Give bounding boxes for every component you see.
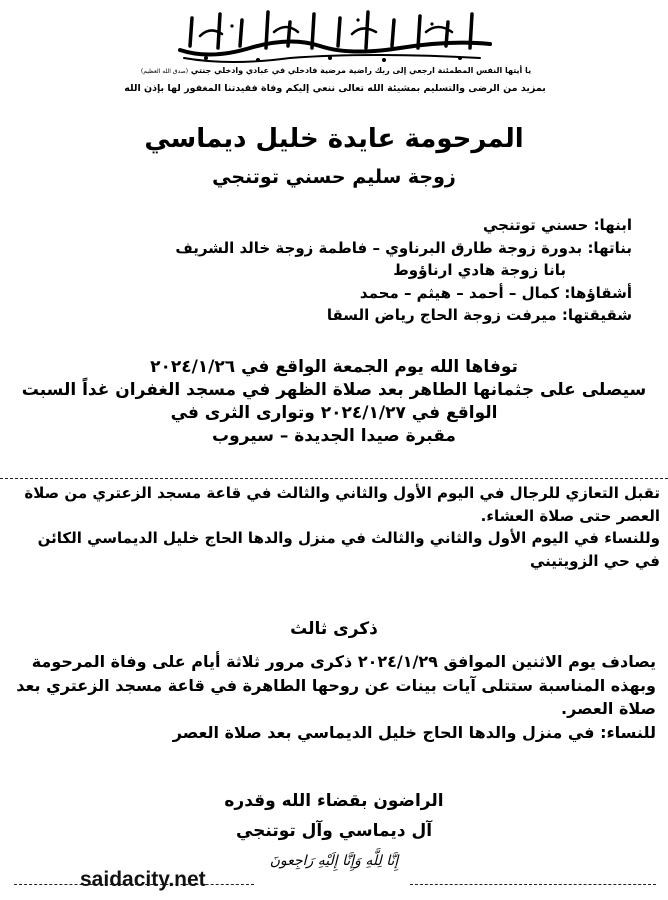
condolence-section: [10, 482, 660, 572]
signoff-line: الراضون بقضاء الله وقدره: [224, 791, 444, 811]
divider: [0, 478, 668, 479]
quran-verse-header: [120, 66, 552, 75]
sister-label: شقيقتها:: [561, 306, 632, 324]
brothers-names: كمال – أحمد – هيثم – محمد: [359, 283, 560, 302]
condolence-men: تقبل التعازي للرجال في اليوم الأول والثاني والثالث في قاعة مسجد الزعتري من صلاة العصر حتى صلاة العشاء.: [24, 484, 660, 525]
son-name: حسني توتنجي: [482, 216, 589, 234]
death-notice: [0, 356, 668, 448]
third-day-women: للنساء: في منزل والدها الحاج خليل الديماسي بعد صلاة العصر: [172, 722, 656, 742]
deceased-name: المرحومة عايدة خليل ديماسي: [144, 124, 524, 154]
site-watermark: saidacity.net: [80, 868, 206, 891]
verse-reference: (صدق الله العظيم): [140, 68, 189, 75]
third-day-section: [16, 650, 656, 744]
footer-divider-right: [410, 884, 656, 885]
brothers-label: أشقاؤها:: [564, 283, 632, 302]
third-day-title: ذكرى ثالث: [290, 619, 378, 639]
daughters-names: بدورة زوجة طارق البرناوي – فاطمة زوجة خالد الشريف: [175, 238, 583, 257]
calligraphy-header: [170, 8, 500, 66]
spouse-line: زوجة سليم حسني توتنجي: [212, 166, 456, 188]
daughters-label: بناتها:: [587, 238, 632, 257]
condolence-women: وللنساء في اليوم الأول والثاني والثالث في منزل والدها الحاج خليل الديماسي الكائن في حي الزويتيني: [37, 529, 660, 570]
son-row: [72, 214, 632, 237]
family-list: [72, 214, 632, 327]
verse-text: يا أيتها النفس المطمئنة ارجعي إلى ربك راضية مرضية فادخلي في عبادي وادخلي جنتي: [190, 66, 532, 75]
signoff-verse: إِنَّا لِلَّهِ وَإِنَّا إِلَيْهِ رَاجِعونَ: [269, 853, 399, 869]
death-date-line: توفاها الله يوم الجمعة الواقع في ٢٠٢٤/١/٢٦: [150, 357, 518, 377]
daughters-row: [72, 237, 632, 260]
announcement-intro: بمزيد من الرضى والتسليم بمشيئة الله تعالى ننعي إليكم وفاة فقيدتنا المغفور لها بإذن الله: [124, 83, 546, 94]
third-day-body: يصادف يوم الاثنين الموافق ٢٠٢٤/١/٢٩ ذكرى مرور ثلاثة أيام على وفاة المرحومة وبهذه المناسبة ستتلى آيات بينات عن روحها الطاهرة في قاعة مسجد الزعتري بعد صلاة العصر.: [16, 652, 656, 718]
prayer-line: سيصلى على جثمانها الطاهر بعد صلاة الظهر في مسجد الغفران غداً السبت: [21, 380, 647, 400]
daughters-row-continued: بانا زوجة هادي ارناؤوط: [393, 261, 566, 279]
signoff: [0, 786, 668, 876]
son-label: ابنها:: [593, 216, 632, 234]
signoff-families: آل ديماسي وآل توتنجي: [235, 821, 433, 841]
burial-date-line: الواقع في ٢٠٢٤/١/٢٧ وتوارى الثرى في: [170, 403, 498, 423]
sister-name: ميرفت زوجة الحاج رياض السقا: [326, 306, 557, 324]
sister-row: [72, 304, 632, 327]
brothers-row: [72, 282, 632, 305]
cemetery-line: مقبرة صيدا الجديدة – سيروب: [212, 426, 456, 446]
